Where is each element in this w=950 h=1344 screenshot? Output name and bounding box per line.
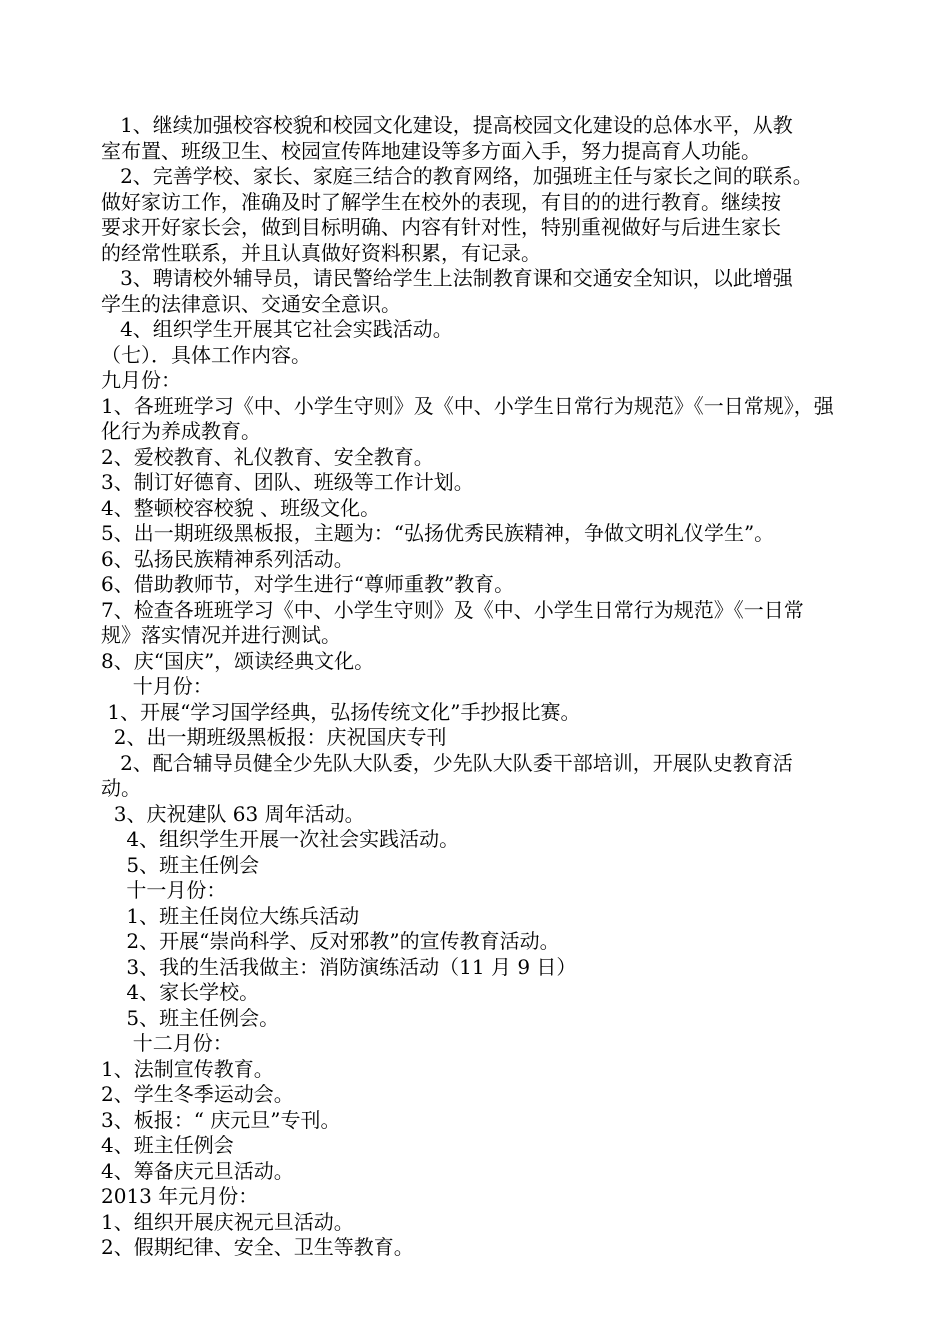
text-line: 2、开展“崇尚科学、反对邪教”的宣传教育活动。 (101, 929, 560, 953)
text-line: 2、学生冬季运动会。 (101, 1082, 294, 1106)
text-line: 4、筹备庆元旦活动。 (101, 1158, 294, 1183)
text-line: 1、班主任岗位大练兵活动 (101, 903, 360, 928)
month-heading: 十二月份： (101, 1031, 233, 1055)
text-line: 动。 (101, 776, 141, 800)
text-line: 4、班主任例会 (101, 1133, 234, 1157)
text-line: 规》落实情况并进行测试。 (101, 623, 341, 647)
text-line: 2、爱校教育、礼仪教育、安全教育。 (101, 444, 434, 469)
text-line: 2、假期纪律、安全、卫生等教育。 (101, 1235, 414, 1259)
text-line: 3、聘请校外辅导员，请民警给学生上法制教育课和交通安全知识，以此增强 (101, 266, 793, 290)
text-line: 5、班主任例会。 (101, 1005, 280, 1030)
text-line: 1、开展“学习国学经典，弘扬传统文化”手抄报比赛。 (101, 699, 581, 724)
text-line: 6、弘扬民族精神系列活动。 (101, 546, 354, 571)
text-line: 3、制订好德育、团队、班级等工作计划。 (101, 470, 474, 494)
text-line: 8、庆“国庆”，颂读经典文化。 (101, 648, 375, 673)
section-heading: （七）．具体工作内容。 (101, 342, 311, 367)
month-heading: 十月份： (101, 674, 213, 698)
text-line: 3、庆祝建队 63 周年活动。 (101, 801, 365, 826)
text-line: 要求开好家长会，做到目标明确、内容有针对性，特别重视做好与后进生家长 (101, 215, 781, 239)
document-body (101, 113, 851, 1261)
text-line: 做好家访工作，准确及时了解学生在校外的表现，有目的的进行教育。继续按 (101, 189, 781, 214)
text-line: 1、继续加强校容校貌和校园文化建设，提高校园文化建设的总体水平，从教 (101, 113, 793, 137)
text-line: 1、组织开展庆祝元旦活动。 (101, 1209, 354, 1234)
text-line: 室布置、班级卫生、校园宣传阵地建设等多方面入手，努力提高育人功能。 (101, 138, 761, 163)
month-heading: 十一月份： (101, 878, 227, 902)
text-line: 6、借助教师节，对学生进行“尊师重教”教育。 (101, 572, 515, 596)
text-line: 3、我的生活我做主：消防演练活动（11 月 9 日） (101, 954, 577, 979)
text-line: 2、出一期班级黑板报：庆祝国庆专刊 (101, 725, 447, 749)
text-line: 4、家长学校。 (101, 980, 260, 1004)
text-line: 的经常性联系，并且认真做好资料积累，有记录。 (101, 240, 541, 265)
text-line: 1、法制宣传教育。 (101, 1056, 274, 1081)
text-line: 学生的法律意识、交通安全意识。 (101, 291, 401, 316)
text-line: 2、配合辅导员健全少先队大队委，少先队大队委干部培训，开展队史教育活 (101, 750, 793, 775)
text-line: 5、出一期班级黑板报，主题为：“弘扬优秀民族精神，争做文明礼仪学生”。 (101, 521, 775, 545)
text-line: 3、板报：“ 庆元旦”专刊。 (101, 1107, 341, 1132)
text-line: 1、各班班学习《中、小学生守则》及《中、小学生日常行为规范》《一日常规》，强 (101, 393, 834, 418)
text-line: 4、组织学生开展一次社会实践活动。 (101, 827, 460, 851)
text-line: 7、检查各班班学习《中、小学生守则》及《中、小学生日常行为规范》《一日常 (101, 597, 804, 622)
text-line: 5、班主任例会 (101, 852, 260, 877)
text-line: 化行为养成教育。 (101, 419, 261, 443)
text-line: 4、整顿校容校貌 、班级文化。 (101, 495, 381, 520)
month-heading: 九月份： (101, 368, 181, 392)
text-line: 4、组织学生开展其它社会实践活动。 (101, 317, 453, 341)
month-heading: 2013 年元月份： (101, 1184, 259, 1208)
text-line: 2、完善学校、家长、家庭三结合的教育网络，加强班主任与家长之间的联系。 (101, 164, 813, 188)
